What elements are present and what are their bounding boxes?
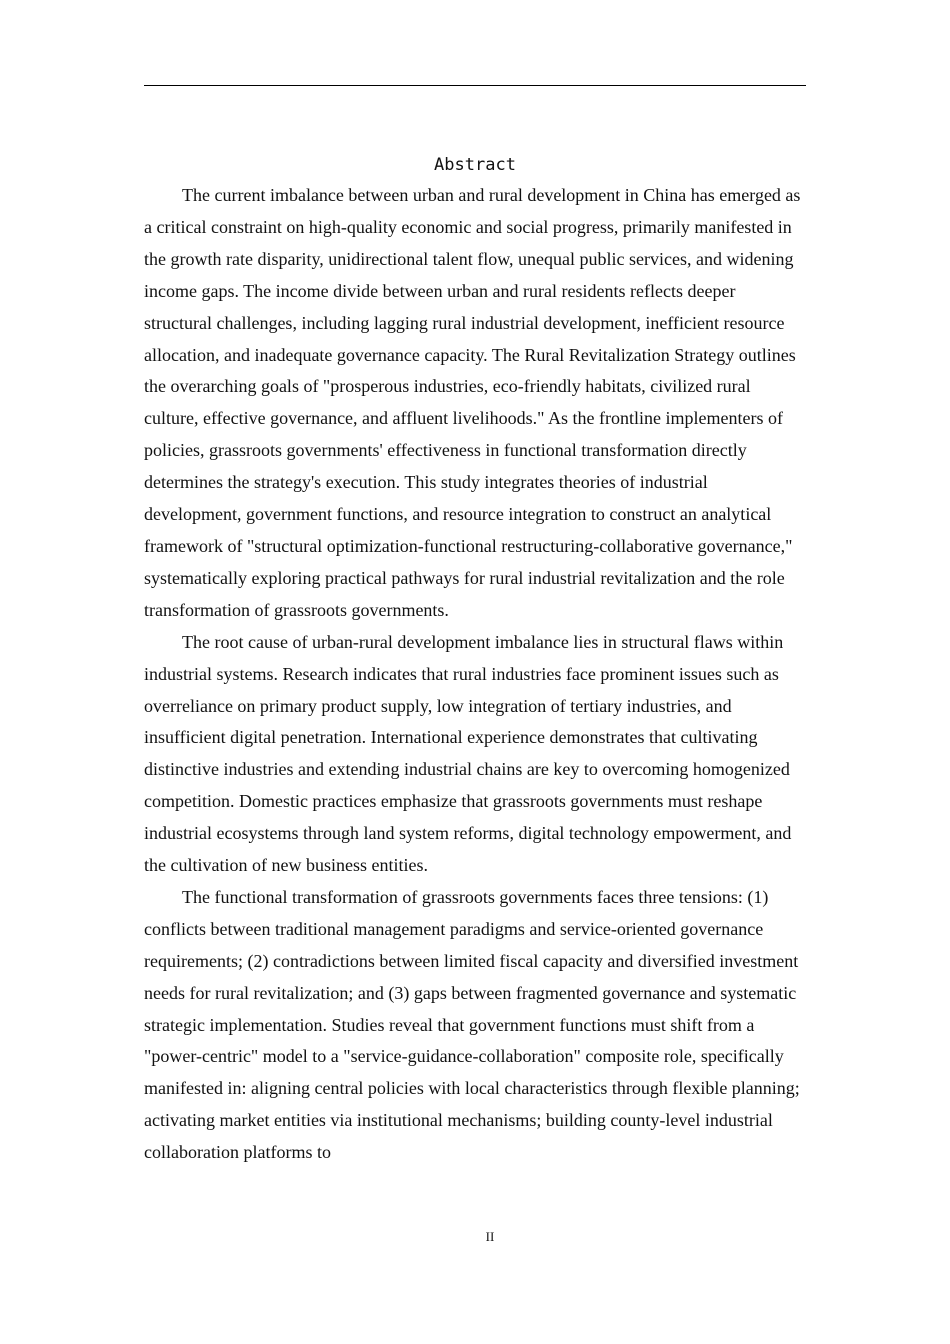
abstract-body (144, 180, 806, 1169)
page-title: Abstract (434, 155, 516, 175)
paragraph-1: The current imbalance between urban and rural development in China has emerged as a critical constraint on high-quality economic and social progress, primarily manifested in the growth rate disparity, unidirectional talent flow, unequal public services, and widening income gaps. The income divide between urban and rural residents reflects deeper structural challenges, including lagging rural industrial development, inefficient resource allocation, and inadequate governance capacity. The Rural Revitalization Strategy outlines the overarching goals of "prosperous industries, eco-friendly habitats, civilized rural culture, effective governance, and affluent livelihoods." As the frontline implementers of policies, grassroots governments' effectiveness in functional transformation directly determines the strategy's execution. This study integrates theories of industrial development, government functions, and resource integration to construct an analytical framework of "structural optimization-functional restructuring-collaborative governance," systematically exploring practical pathways for rural industrial revitalization and the role transformation of grassroots governments. (144, 185, 801, 620)
paragraph-2: The root cause of urban-rural development imbalance lies in structural flaws within industrial systems. Research indicates that rural industries face prominent issues such as overreliance on primary product supply, low integration of tertiary industries, and insufficient digital penetration. International experience demonstrates that cultivating distinctive industries and extending industrial chains are key to overcoming homogenized competition. Domestic practices emphasize that grassroots governments must reshape industrial ecosystems through land system reforms, digital technology empowerment, and the cultivation of new business entities. (144, 631, 792, 876)
header-rule (144, 85, 806, 86)
paragraph-3: The functional transformation of grassroots governments faces three tensions: (1) conflicts between traditional management paradigms and service-oriented governance requirements; (2) contradictions between limited fiscal capacity and diversified investment needs for rural revitalization; and (3) gaps between fragmented governance and systematic strategic implementation. Studies reveal that government functions must shift from a "power-centric" model to a "service-guidance-collaboration" composite role, specifically manifested in: aligning central policies with local characteristics through flexible planning; activating market entities via institutional mechanisms; building county-level industrial collaboration platforms to (144, 886, 800, 1163)
page-number: II (485, 1229, 495, 1244)
